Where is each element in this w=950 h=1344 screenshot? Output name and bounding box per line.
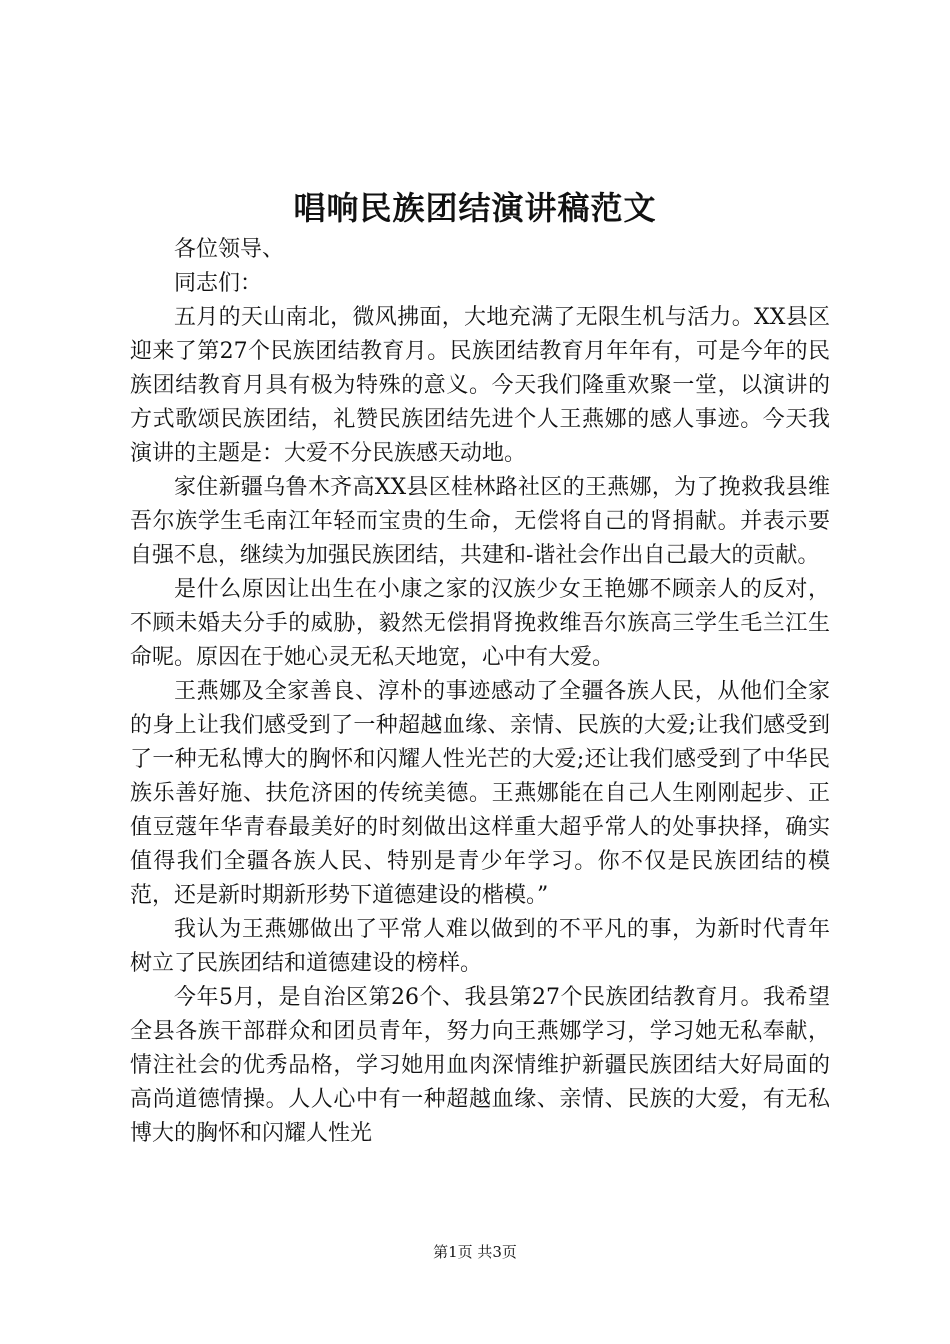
document-title: 唱响民族团结演讲稿范文 bbox=[293, 189, 657, 227]
body-paragraph: 我认为王燕娜做出了平常人难以做到的不平凡的事，为新时代青年树立了民族团结和道德建设的榜样。 bbox=[130, 917, 830, 976]
body-paragraph: 五月的天山南北，微风拂面，大地充满了无限生机与活力。XX县区迎来了第27个民族团结教育月。民族团结教育月年年有，可是今年的民族团结教育月具有极为特殊的意义。今天我们隆重欢聚一堂，以演讲的方式歌颂民族团结，礼赞民族团结先进个人王燕娜的感人事迹。今天我演讲的主题是：大爱不分民族感天动地。 bbox=[130, 305, 830, 466]
body-paragraph: 是什么原因让出生在小康之家的汉族少女王艳娜不顾亲人的反对，不顾未婚夫分手的威胁，毅然无偿捐肾挽救维吾尔族高三学生毛兰江生命呢。原因在于她心灵无私天地宽，心中有大爱。 bbox=[130, 577, 830, 670]
body-paragraph: 王燕娜及全家善良、淳朴的事迹感动了全疆各族人民，从他们全家的身上让我们感受到了一种超越血缘、亲情、民族的大爱;让我们感受到了一种无私博大的胸怀和闪耀人性光芒的大爱;还让我们感受到了中华民族乐善好施、扶危济困的传统美德。王燕娜能在自己人生刚刚起步、正值豆蔻年华青春最美好的时刻做出这样重大超乎常人的处事抉择，确实值得我们全疆各族人民、特别是青少年学习。你不仅是民族团结的模范，还是新时期新形势下道德建设的楷模。” bbox=[130, 679, 830, 908]
page-number-footer: 第1页 共3页 bbox=[433, 1243, 517, 1261]
body-paragraph: 今年5月，是自治区第26个、我县第27个民族团结教育月。我希望全县各族干部群众和团员青年，努力向王燕娜学习，学习她无私奉献，情注社会的优秀品格，学习她用血肉深情维护新疆民族团结大好局面的高尚道德情操。人人心中有一种超越血缘、亲情、民族的大爱，有无私博大的胸怀和闪耀人性光 bbox=[130, 985, 830, 1146]
salutation-line: 各位领导、 bbox=[174, 237, 285, 262]
body-paragraph: 家住新疆乌鲁木齐高XX县区桂林路社区的王燕娜，为了挽救我县维吾尔族学生毛南江年轻而宝贵的生命，无偿将自己的肾捐献。并表示要自强不息，继续为加强民族团结，共建和-谐社会作出自己最大的贡献。 bbox=[130, 475, 830, 568]
salutation-line: 同志们： bbox=[174, 271, 263, 296]
document-body bbox=[130, 233, 830, 1151]
